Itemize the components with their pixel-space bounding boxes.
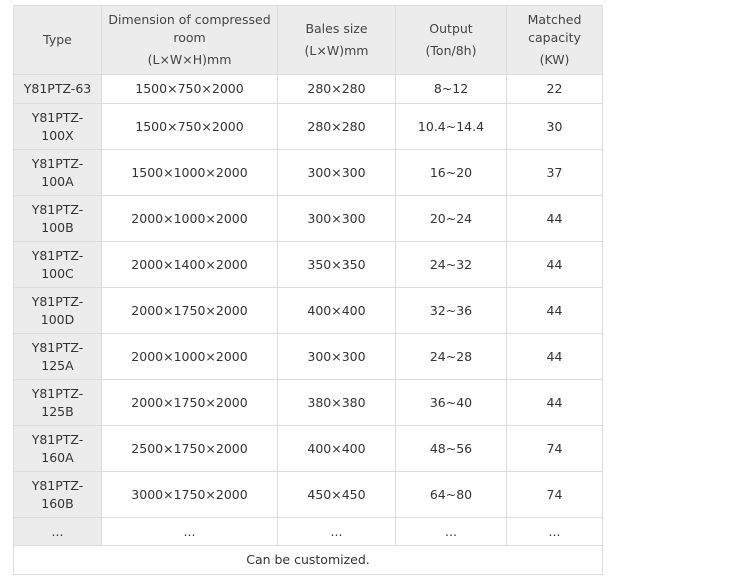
type-cell: Y81PTZ-160B: [14, 472, 102, 518]
spec-table: [13, 5, 603, 575]
output-cell: 48~56: [396, 426, 507, 472]
header-row: [14, 6, 603, 75]
capacity-cell: 37: [507, 150, 603, 196]
bales-cell: 380×380: [278, 380, 396, 426]
table-row: [14, 472, 603, 518]
capacity-cell: 44: [507, 196, 603, 242]
capacity-cell: 44: [507, 288, 603, 334]
header-bales: Bales size (L×W)mm: [278, 6, 396, 75]
output-cell: ...: [396, 518, 507, 546]
output-cell: 24~32: [396, 242, 507, 288]
dimension-cell: 2000×1750×2000: [102, 380, 278, 426]
table-row: [14, 334, 603, 380]
bales-cell: 350×350: [278, 242, 396, 288]
type-cell: Y81PTZ-160A: [14, 426, 102, 472]
table-row: [14, 242, 603, 288]
header-dimension: Dimension of compressed room (L×W×H)mm: [102, 6, 278, 75]
header-output: Output (Ton/8h): [396, 6, 507, 75]
bales-cell: 300×300: [278, 196, 396, 242]
table-row: [14, 104, 603, 150]
output-cell: 20~24: [396, 196, 507, 242]
output-cell: 8~12: [396, 75, 507, 104]
table-row: [14, 380, 603, 426]
type-cell: ...: [14, 518, 102, 546]
output-cell: 24~28: [396, 334, 507, 380]
dimension-cell: 2000×1000×2000: [102, 334, 278, 380]
output-cell: 32~36: [396, 288, 507, 334]
dimension-cell: 3000×1750×2000: [102, 472, 278, 518]
dimension-cell: 1500×750×2000: [102, 104, 278, 150]
capacity-cell: 22: [507, 75, 603, 104]
capacity-cell: 44: [507, 334, 603, 380]
table-row: [14, 518, 603, 546]
header-type: Type: [14, 6, 102, 75]
capacity-cell: 44: [507, 380, 603, 426]
capacity-cell: 30: [507, 104, 603, 150]
bales-cell: ...: [278, 518, 396, 546]
dimension-cell: 2000×1750×2000: [102, 288, 278, 334]
output-cell: 64~80: [396, 472, 507, 518]
customization-note: Can be customized.: [14, 546, 603, 575]
bales-cell: 280×280: [278, 75, 396, 104]
table-row: [14, 150, 603, 196]
table-row: [14, 426, 603, 472]
type-cell: Y81PTZ-100X: [14, 104, 102, 150]
type-cell: Y81PTZ-125A: [14, 334, 102, 380]
footer-row: [14, 546, 603, 575]
table-row: [14, 75, 603, 104]
output-cell: 10.4~14.4: [396, 104, 507, 150]
capacity-cell: 74: [507, 426, 603, 472]
bales-cell: 300×300: [278, 150, 396, 196]
type-cell: Y81PTZ-100D: [14, 288, 102, 334]
type-cell: Y81PTZ-100A: [14, 150, 102, 196]
dimension-cell: 2500×1750×2000: [102, 426, 278, 472]
capacity-cell: 74: [507, 472, 603, 518]
capacity-cell: 44: [507, 242, 603, 288]
table-row: [14, 288, 603, 334]
bales-cell: 280×280: [278, 104, 396, 150]
bales-cell: 300×300: [278, 334, 396, 380]
type-cell: Y81PTZ-63: [14, 75, 102, 104]
dimension-cell: 1500×1000×2000: [102, 150, 278, 196]
dimension-cell: ...: [102, 518, 278, 546]
type-cell: Y81PTZ-100C: [14, 242, 102, 288]
bales-cell: 400×400: [278, 426, 396, 472]
table-row: [14, 196, 603, 242]
output-cell: 16~20: [396, 150, 507, 196]
dimension-cell: 1500×750×2000: [102, 75, 278, 104]
bales-cell: 400×400: [278, 288, 396, 334]
capacity-cell: ...: [507, 518, 603, 546]
type-cell: Y81PTZ-125B: [14, 380, 102, 426]
header-capacity: Matched capacity (KW): [507, 6, 603, 75]
dimension-cell: 2000×1000×2000: [102, 196, 278, 242]
dimension-cell: 2000×1400×2000: [102, 242, 278, 288]
type-cell: Y81PTZ-100B: [14, 196, 102, 242]
bales-cell: 450×450: [278, 472, 396, 518]
output-cell: 36~40: [396, 380, 507, 426]
